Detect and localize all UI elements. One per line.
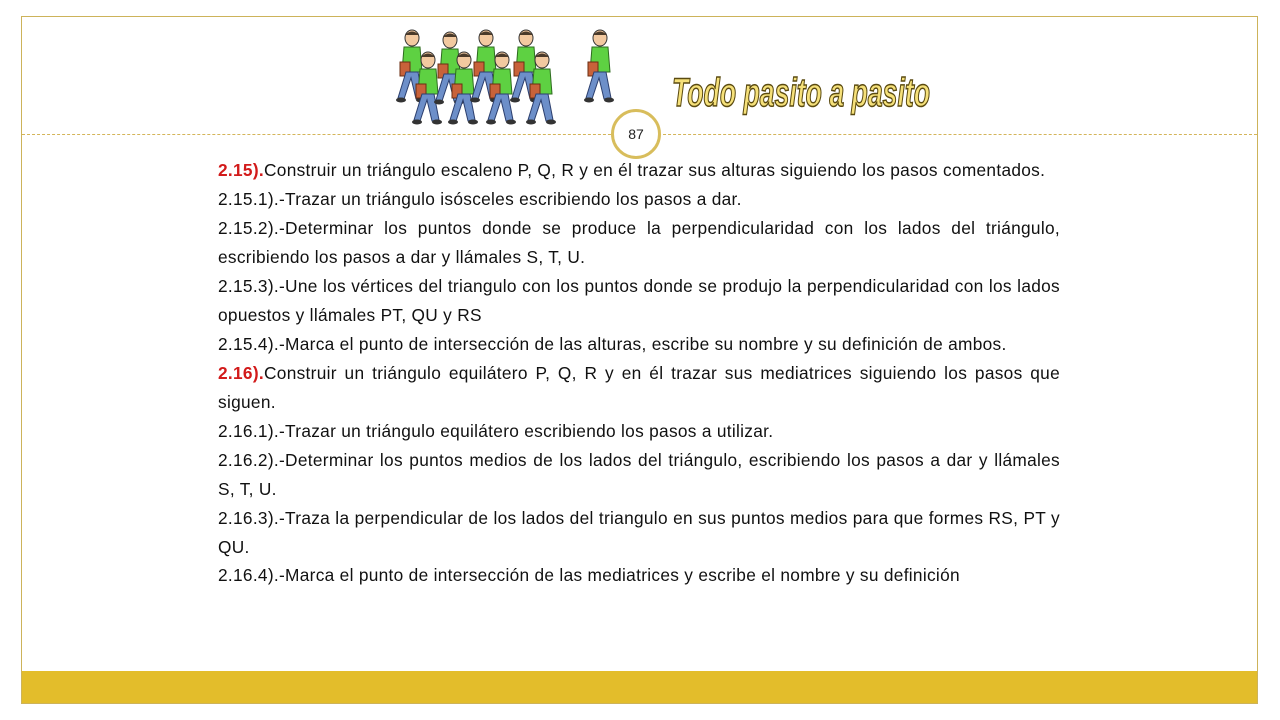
exercise-item — [218, 185, 1060, 214]
walking-students-illustration — [392, 26, 642, 130]
logo-text: Todo pasito a pasito — [672, 71, 930, 115]
exercise-number: 2.15). — [218, 160, 264, 180]
exercise-content — [218, 156, 1060, 585]
exercise-item — [218, 156, 1060, 185]
exercise-text: 2.15.2).-Determinar los puntos donde se produce la perpendicularidad con los lados del triángulo, escribiendo los pasos a dar y llámales S, T, U. — [218, 218, 1060, 267]
exercise-item — [218, 417, 1060, 446]
exercise-text: 2.16.1).-Trazar un triángulo equilátero escribiendo los pasos a utilizar. — [218, 421, 774, 441]
exercise-item — [218, 504, 1060, 562]
exercise-text: 2.16.4).-Marca el punto de intersección de las mediatrices y escribe el nombre y su definición — [218, 565, 960, 585]
todo-pasito-logo — [668, 58, 948, 130]
exercise-item — [218, 565, 1060, 585]
page-number: 87 — [628, 126, 644, 142]
exercise-item — [218, 272, 1060, 330]
exercise-text: 2.15.3).-Une los vértices del triangulo con los puntos donde se produjo la perpendicularidad con los lados opuestos y llámales PT, QU y RS — [218, 276, 1060, 325]
exercise-number: 2.16). — [218, 363, 264, 383]
exercise-text: 2.16.3).-Traza la perpendicular de los lados del triangulo en sus puntos medios para que formes RS, PT y QU. — [218, 508, 1060, 557]
exercise-text: Construir un triángulo escaleno P, Q, R y en él trazar sus alturas siguiendo los pasos comentados. — [264, 160, 1046, 180]
page-number-badge — [611, 109, 661, 159]
exercise-item — [218, 359, 1060, 417]
exercise-text: Construir un triángulo equilátero P, Q, R y en él trazar sus mediatrices siguiendo los pasos que siguen. — [218, 363, 1060, 412]
footer-bar — [22, 671, 1257, 703]
exercise-item — [218, 330, 1060, 359]
exercise-text: 2.15.4).-Marca el punto de intersección de las alturas, escribe su nombre y su definición de ambos. — [218, 334, 1007, 354]
exercise-text: 2.15.1).-Trazar un triángulo isósceles escribiendo los pasos a dar. — [218, 189, 742, 209]
exercise-text: 2.16.2).-Determinar los puntos medios de los lados del triángulo, escribiendo los pasos a dar y llámales S, T, U. — [218, 450, 1060, 499]
exercise-item — [218, 214, 1060, 272]
exercise-item — [218, 446, 1060, 504]
